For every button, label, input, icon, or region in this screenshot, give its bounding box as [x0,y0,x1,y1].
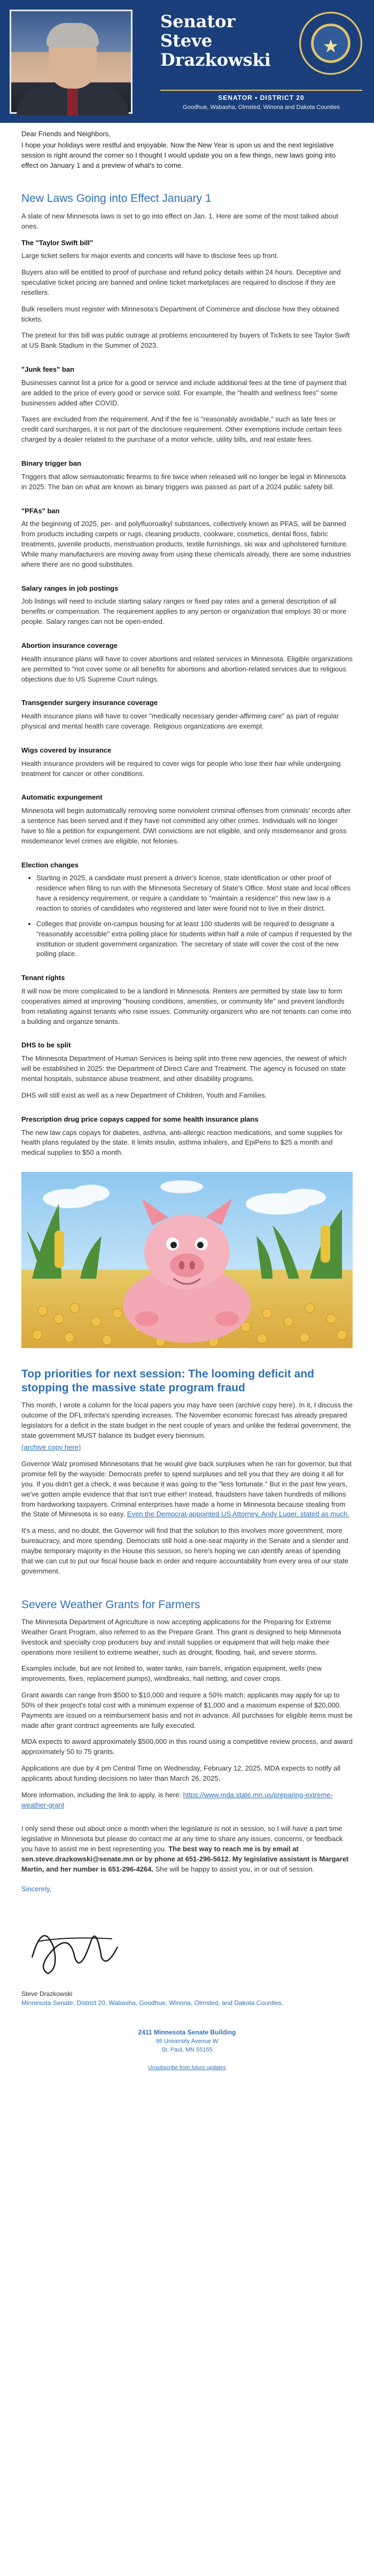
swift-p4: The pretext for this bill was public outrage at problems encountered by buyers of Tickets to see Taylor Swift at US Bank Stadium in the Summer of 2023. [21,331,350,350]
trigger-title: Binary trigger ban [21,459,81,467]
intro-body: I hope your holidays were restful and enjoyable. Now the New Year is upon us and the next legislative session is right around the corner so I thought I would update you on a few things, new laws going into effect on January 1 and a preview of what's to come. [21,140,336,169]
footer-district: Minnesota Senate, District 20, Wabasha, Goodhue, Winona, Olmsted, and Dakota Counties. [21,1999,284,2007]
title-line-3: Drazkowski [160,50,271,70]
content [0,123,374,2072]
trans-p1: Health insurance plans will have to cover "medically necessary gender-affirming care" as part of regular physical and mental health care coverage. Religious organizations are exempt. [21,712,339,731]
abortion-p1: Health insurance plans will have to cover abortions and related services in Minnesota. Eligible organizations are permitted to "not cover some or all benefits for abortions and abortion-related services due to religious objections due to US Supreme Court rulings. [21,654,353,683]
unsubscribe-link[interactable]: Unsubscribe from future updates [148,2065,226,2071]
weather-p1: The Minnesota Department of Agriculture is now accepting applications for the Preparing for Extreme Weather Grant Program, also referred to as the Prepare Grant. This grant is designed to help Minnesota livestock and specialty crop producers buy and install supplies or equipment that will help make their operations more resilient to extreme weather, such as drought, flooding, hail, and severe storms. [21,1617,341,1656]
rx-p1: The new law caps copays for diabetes, asthma, anti-allergic reaction medications, and some supplies for health plans regulated by the state. It limits insulin, asthma inhalers, and EpiPens to $25 a month and medical supplies to $50 a month. [21,1128,343,1157]
counties-label: Goodhue, Wabasha, Olmsted, Winona and Dakota Counties [183,104,340,111]
weather-p2: Examples include, but are not limited to, water tanks, rain barrels, irrigation equipment, wells (new improvements, fixes, replacement pumps), windbreaks, hail netting, and cover crops. [21,1664,322,1683]
election-bullet-2: • Colleges that provide on-campus housing for at least 100 students will be required to designate a "reasonably accessible" extra polling place for students within half a mile of campus if requested by the institution or student government organization. The secretary of state will cover the cost of the new polling place. [36,919,353,959]
priorities-p1 [21,1400,353,1440]
tenant-p1: It will now be more complicated to be a landlord in Minnesota. Renters are permitted by state law to form cooperatives aimed at improving "housing conditions, amenities, or community life" and prevent landlords from retaliating against tenants who raise issues. Community organizers who are not tenants can come into a building and organize tenants. [21,987,352,1025]
salary-p1: Job listings will need to include starting salary ranges or fixed pay rates and a general description of all benefits or compensation. The requirement applies to any person or organization that employs 30 or more people. Salary ranges can not be open-ended. [21,597,347,626]
pig-in-corn-illustration [21,1172,353,1348]
expunge-title: Automatic expungement [21,793,103,802]
expunge-p1: Minnesota will begin automatically removing some nonviolent criminal offenses from criminals' records after a sentence has been served and if they have not committed any other crimes. Individuals will no longer have to file a petition for expungement. DWI convictions are not eligible, and only misdemeanor and gross misdemeanor level crimes are eligible, not felonies. [21,807,351,845]
new-laws-intro: A slate of new Minnesota laws is set to go into effect on Jan. 1. Here are some of the most talked about ones. [21,212,339,230]
closing-p1 [21,1824,353,1874]
swift-title: The "Taylor Swift bill" [21,238,94,247]
priorities-p2-text: Governor Walz promised Minnesotans that he would give back surpluses when he ran for governor, but that promise fell by the wayside: Democrats prefer to spend surpluses and tell you that they are doing it all for you. If you didn't get a check, it was because it was going to the "less fortunate." But in the past few years, we've gotten ample evidence that that isn't true either! Instead, fraudsters have taken hundreds of millions from hardworking taxpayers. Criminal enterprises have made a home in Minnesota because stealing from the State of Minnesota is so easy. [21,1460,352,1518]
weather-p3: Grant awards can range from $500 to $10,000 and require a 50% match; applicants may apply for up to 50% of their project's total cost with a minimum expense of $1,000 and a maximum expense of $20,000. Payments are issued on a reimbursement basis and not in advance. All purchases for eligible items must be made after grant contract agreements are fully executed. [21,1691,353,1729]
office-line-1: 2411 Minnesota Senate Building [138,2029,236,2037]
wigs-title: Wigs covered by insurance [21,746,112,754]
senator-photo [10,10,133,114]
junk-p2: Taxes are excluded from the requirement. And if the fee is "reasonably avoidable," such as late fees or credit card surcharges, it is not part of the disclosure requirement. Other exemptions include certain fees charged by a dealer related to the purchase of a motor vehicle, utility bills, and real estate fees. [21,415,342,444]
title-line-2: Steve [160,30,213,51]
junk-title: "Junk fees" ban [21,365,75,374]
swift-p3: Bulk resellers must register with Minnesota's Department of Commerce and disclose how they obtained tickets. [21,304,339,323]
weather-p4: MDA expects to award approximately $500,000 in this round using a competitive review process, and award approximately 50 to 75 grants. [21,1737,353,1756]
dhs-p2: DHS will still exist as well as a new Department of Children, Youth and Families. [21,1091,267,1099]
header-banner [0,0,374,123]
signoff: Sincerely, [21,1884,52,1893]
office-address [21,2028,353,2055]
trigger-p1: Triggers that allow semiautomatic firearms to fire twice when released will no longer be legal in Minnesota in 2025. The ban on what are known as binary triggers was passed as part of a 2024 public safety bill. [21,472,346,491]
trans-title: Transgender surgery insurance coverage [21,699,158,707]
district-bar [160,90,362,112]
weather-heading: Severe Weather Grants for Farmers [21,1598,200,1611]
dhs-p1: The Minnesota Department of Human Services is being split into three new agencies, the newest of which will be established in 2025: the Department of Direct Care and Treatment. The agency is focused on state mental hospitals, substance abuse treatment, and other disability programs. [21,1054,347,1083]
archive-copy-link[interactable]: (archive copy here) [21,1443,81,1452]
office-line-2: 95 University Avenue W [155,2038,219,2045]
junk-p1: Businesses cannot list a price for a good or service and include additional fees at the time of payment that are added to the price of every good or service sold. For example, the "health and wellness fees" some businesses added after COVID. [21,378,347,407]
tenant-title: Tenant rights [21,974,65,982]
signature-image [21,1909,128,1984]
priorities-link-1-row [21,1443,353,1453]
closing-p1-end: She will be happy to assist you, in or out of session. [155,1865,315,1873]
salary-title: Salary ranges in job postings [21,584,119,592]
footer-name: Steve Drazkowski [21,1990,73,1998]
weather-p6 [21,1790,353,1811]
wigs-p1: Health insurance providers will be required to cover wigs for people who lose their hair while undergoing treatment for cancer or other conditions. [21,759,341,778]
closing-p1-text: I only send these out about once a month when the legislature is not in session, so I will have a part time legislative in Minnesota but please do contact me at any time to share any issues, concerns, or feedback you have to assist me in best representing you. [21,1825,343,1853]
abortion-title: Abortion insurance coverage [21,641,118,649]
prepare-grant-link[interactable]: https://www.mda.state.mn.us/preparing-extreme-weather-grant [21,1790,333,1809]
district-label: SENATOR • DISTRICT 20 [218,94,305,101]
weather-p5: Applications are due by 4 pm Central Time on Wednesday, February 12, 2025. MDA expects to notify all applicants about funding decisions no later than March 26, 2025. [21,1764,341,1782]
office-line-3: St. Paul, MN 55155 [161,2047,213,2054]
closing-contact-bold: The best way to reach me is by email at sen.steve.drazkowski@senate.mn or by phone at 651-296-5612. My legislative assistant is Margaret Martin, and her number is 651-296-4264. [21,1845,349,1873]
weather-p6-text: More information, including the link to apply, is here: [21,1790,181,1799]
election-title: Election changes [21,860,79,869]
swift-p2: Buyers also will be entitled to proof of purchase and refund policy details within 24 hours. Deceptive and speculative ticket pricing are banned and online ticket marketplaces are required to disclose if they are resellers. [21,268,341,296]
election-list [36,873,353,959]
rx-title: Prescription drug price copays capped for some health insurance plans [21,1115,259,1123]
election-bullet-1: • Starting in 2025, a candidate must present a driver's license, state identification or other proof of residence when filing to run with the Minnesota Secretary of State's Office. Most state and local offices have a residency requirement, or require a candidate to "maintain a residence" this new law is a reaction to stories of candidates who registered and later were found not to live in their district. [36,873,353,913]
dhs-title: DHS to be split [21,1041,71,1050]
priorities-p3: It's a mess, and no doubt, the Governor will find that the solution to this involves more government, more bureaucracy, and more spending. Democrats still hold a one-seat majority in the Senate and a slender and maybe temporary majority in the House this session, so here's hoping we can identify areas of spending that we can cut to put our fiscal house back in order and require accountability from every area of our state government. [21,1526,349,1575]
swift-p1: Large ticket sellers for major events and concerts will have to disclose fees up front. [21,252,279,260]
new-laws-heading: New Laws Going into Effect January 1 [21,192,212,205]
priorities-heading: Top priorities for next session: The looming deficit and stopping the massive state program fraud [21,1368,314,1395]
pfas-title: "PFAs" ban [21,506,60,515]
priorities-p1-text: This month, I wrote a column for the local papers you may have seen (archive copy here). In it, I discuss the outcome of the DFL trifecta's spending increases. The November economic forecast has already prepared legislators for a deficit in the state budget in the next couple of years and unlike the federal government, the state government MUST balance its budget every biennium. [21,1401,353,1439]
state-seal-icon: ★ [299,12,362,75]
us-attorney-link[interactable]: Even the Democrat-appointed US Attorney, Andy Luger, stated as much. [127,1510,349,1518]
header-title [160,12,289,69]
greeting: Dear Friends and Neighbors, [21,130,111,138]
priorities-p2 [21,1459,353,1520]
intro [21,129,353,170]
title-line-1: Senator [160,11,236,32]
pfas-p1: At the beginning of 2025, per- and polyfluoroalkyl substances, collectively known as PFAS, will be banned from products including carpets or rugs, cleaning products, cookware, cosmetics, dental floss, fabric treatments, juvenile products, menstruation products, textile furnishings, ski wax and upholstered furniture. While many manufacturers are moving away from using these chemicals already, there are some industries where there are no good substitutes. [21,520,351,568]
